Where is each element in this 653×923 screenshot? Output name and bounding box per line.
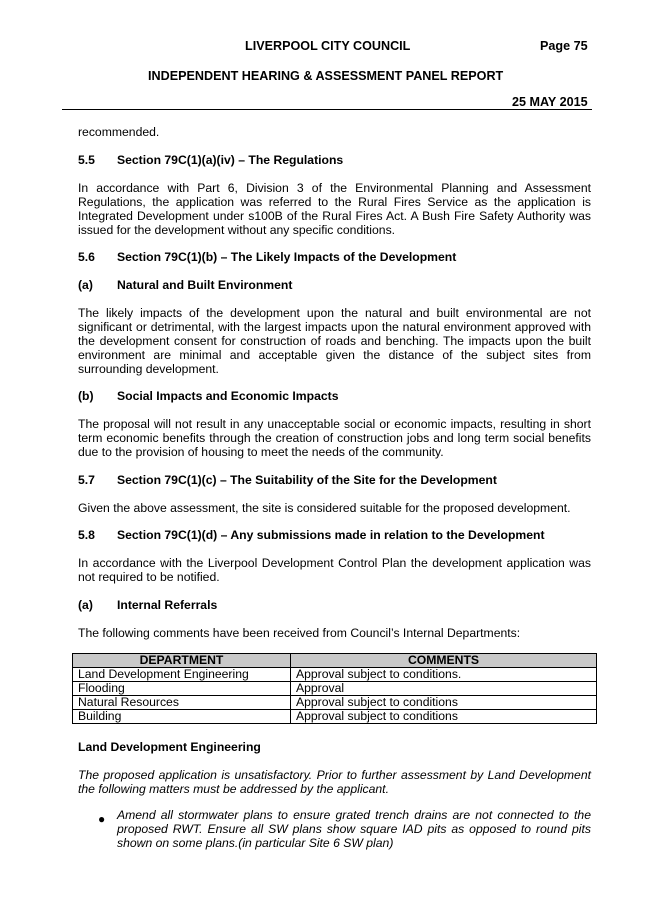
department-cell: Building — [73, 710, 291, 724]
header-rule — [62, 109, 592, 110]
report-title: INDEPENDENT HEARING & ASSESSMENT PANEL REPORT — [148, 69, 504, 83]
section-5-5-heading — [78, 153, 343, 167]
intro-text: recommended. — [78, 125, 160, 139]
section-title: Section 79C(1)(c) – The Suitability of the Site for the Development — [117, 473, 497, 487]
section-5-5-text: In accordance with Part 6, Division 3 of the Environmental Planning and Assessment Regulations, the application was referred to the Rural Fires Service as the application is Integrated Development under s100B of the Rural Fires Act. A Bush Fire Safety Authority was issued for the development without any specific conditions. — [78, 181, 591, 237]
subsection-title: Natural and Built Environment — [117, 278, 293, 292]
subsection-b-heading — [78, 389, 338, 403]
internal-referrals-heading — [78, 598, 217, 612]
report-date: 25 MAY 2015 — [512, 95, 588, 109]
referrals-table — [72, 653, 597, 724]
internal-referrals-text: The following comments have been received from Council’s Internal Departments: — [78, 626, 521, 640]
comment-cell: Approval subject to conditions — [291, 696, 597, 710]
subsection-title: Social Impacts and Economic Impacts — [117, 389, 339, 403]
table-row — [73, 668, 597, 682]
section-number: 5.6 — [78, 250, 95, 264]
department-cell: Flooding — [73, 682, 291, 696]
section-5-8-heading — [78, 528, 545, 542]
comment-cell: Approval — [291, 682, 597, 696]
subsection-a-text: The likely impacts of the development upon the natural and built environmental are not significant or detrimental, with the largest impacts upon the natural environment approved with the development consent for construction of roads and benching. The impacts upon the built environment are minimal and acceptable given the distance of the subject sites from surrounding development. — [78, 306, 591, 376]
section-5-7-heading — [78, 473, 497, 487]
section-number: 5.8 — [78, 528, 95, 542]
comment-cell: Approval subject to conditions. — [291, 668, 597, 682]
column-header-department: DEPARTMENT — [73, 654, 291, 668]
subsection-a-heading — [78, 278, 292, 292]
section-5-6-heading — [78, 250, 456, 264]
section-number: 5.7 — [78, 473, 95, 487]
subsection-number: (a) — [78, 598, 93, 612]
lde-heading: Land Development Engineering — [78, 740, 261, 754]
table-row — [73, 696, 597, 710]
section-5-7-text: Given the above assessment, the site is considered suitable for the proposed development. — [78, 501, 571, 515]
subsection-number: (b) — [78, 389, 94, 403]
table-row — [73, 710, 597, 724]
department-cell: Natural Resources — [73, 696, 291, 710]
council-name: LIVERPOOL CITY COUNCIL — [245, 39, 411, 53]
section-5-8-text: In accordance with the Liverpool Development Control Plan the development application was not required to be notified. — [78, 556, 591, 584]
section-title: Section 79C(1)(d) – Any submissions made in relation to the Development — [117, 528, 545, 542]
lde-text: The proposed application is unsatisfactory. Prior to further assessment by Land Development the following matters must be addressed by the applicant. — [78, 768, 591, 796]
bullet-icon: ● — [98, 812, 106, 826]
section-number: 5.5 — [78, 153, 95, 167]
subsection-title: Internal Referrals — [117, 598, 218, 612]
department-cell: Land Development Engineering — [73, 668, 291, 682]
subsection-number: (a) — [78, 278, 93, 292]
section-title: Section 79C(1)(a)(iv) – The Regulations — [117, 153, 344, 167]
page-number: Page 75 — [540, 39, 588, 53]
table-row — [73, 682, 597, 696]
table-header-row — [73, 654, 597, 668]
column-header-comments: COMMENTS — [291, 654, 597, 668]
subsection-b-text: The proposal will not result in any unacceptable social or economic impacts, resulting in short term economic benefits through the creation of construction jobs and long term social benefits due to the provision of housing to meet the needs of the community. — [78, 417, 591, 459]
section-title: Section 79C(1)(b) – The Likely Impacts of the Development — [117, 250, 457, 264]
comment-cell: Approval subject to conditions — [291, 710, 597, 724]
lde-bullet-item: Amend all stormwater plans to ensure grated trench drains are not connected to the proposed RWT. Ensure all SW plans show square IAD pits as opposed to round pits shown on some plans.(in particular Site 6 SW plan) — [117, 808, 591, 850]
